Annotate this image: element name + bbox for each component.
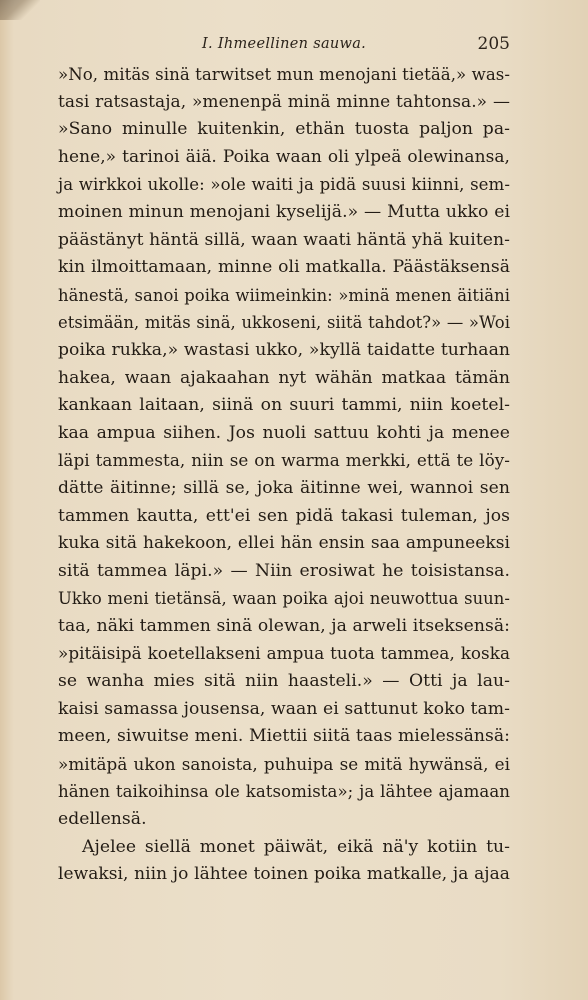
text-line: Ukko meni tietänsä, waan poika ajoi neuwottua suun- — [58, 589, 510, 609]
body-text — [58, 61, 510, 889]
text-line: kaa ampua siihen. Jos nuoli sattuu kohti ja menee — [58, 422, 510, 443]
running-head-title: I. Ihmeellinen sauwa. — [202, 36, 367, 52]
running-head — [60, 34, 510, 58]
text-line: meen, siwuitse meni. Miettii siitä taas mielessänsä: — [58, 726, 510, 747]
text-line: moinen minun menojani kyselijä.» — Mutta ukko ei — [58, 201, 510, 222]
page-number: 205 — [477, 34, 510, 54]
text-line: hänestä, sanoi poika wiimeinkin: »minä menen äitiäni — [58, 285, 510, 305]
text-line: kankaan laitaan, siinä on suuri tammi, niin koetel- — [58, 395, 510, 416]
text-line: dätte äitinne; sillä se, joka äitinne wei, wannoi sen — [58, 477, 510, 498]
text-line: ja wirkkoi ukolle: »ole waiti ja pidä suusi kiinni, sem- — [58, 175, 510, 195]
text-line: »mitäpä ukon sanoista, puhuipa se mitä hywänsä, ei — [58, 753, 510, 774]
text-line: »Sano minulle kuitenkin, ethän tuosta paljon pa- — [58, 119, 510, 140]
text-line: hänen taikoihinsa ole katsomista»; ja lähtee ajamaan — [58, 782, 510, 802]
text-line: kaisi samassa jousensa, waan ei sattunut koko tam- — [58, 698, 510, 719]
text-line: se wanha mies sitä niin haasteli.» — Otti ja lau- — [58, 671, 510, 692]
paragraph-start-line: Ajelee siellä monet päiwät, eikä nä'y kotiin tu- — [82, 836, 510, 857]
text-line: »No, mitäs sinä tarwitset mun menojani tietää,» was- — [58, 65, 510, 84]
text-line: taa, näki tammen sinä olewan, ja arweli itseksensä: — [58, 615, 510, 636]
text-line: hene,» tarinoi äiä. Poika waan oli ylpeä olewinansa, — [58, 146, 510, 167]
text-line: kin ilmoittamaan, minne oli matkalla. Päästäksensä — [58, 257, 510, 278]
text-line: tammen kautta, ett'ei sen pidä takasi tuleman, jos — [58, 505, 510, 526]
text-line: sitä tammea läpi.» — Niin erosiwat he toisistansa. — [58, 560, 510, 581]
text-line: tasi ratsastaja, »menenpä minä minne tahtonsa.» — — [58, 91, 510, 112]
paragraph-end-line: edellensä. — [58, 809, 147, 830]
text-line: »pitäisipä koetellakseni ampua tuota tammea, koska — [58, 643, 510, 664]
text-line: hakea, waan ajakaahan nyt wähän matkaa tämän — [58, 367, 510, 388]
text-line: päästänyt häntä sillä, waan waati häntä yhä kuiten- — [58, 229, 510, 250]
text-line: kuka sitä hakekoon, ellei hän ensin saa ampuneeksi — [58, 533, 510, 554]
text-line: läpi tammesta, niin se on warma merkki, että te löy- — [58, 450, 510, 471]
text-line: lewaksi, niin jo lähtee toinen poika matkalle, ja ajaa — [58, 864, 510, 885]
text-line: poika rukka,» wastasi ukko, »kyllä taidatte turhaan — [58, 339, 510, 360]
text-line: etsimään, mitäs sinä, ukkoseni, siitä tahdot?» — »Woi — [58, 313, 510, 333]
